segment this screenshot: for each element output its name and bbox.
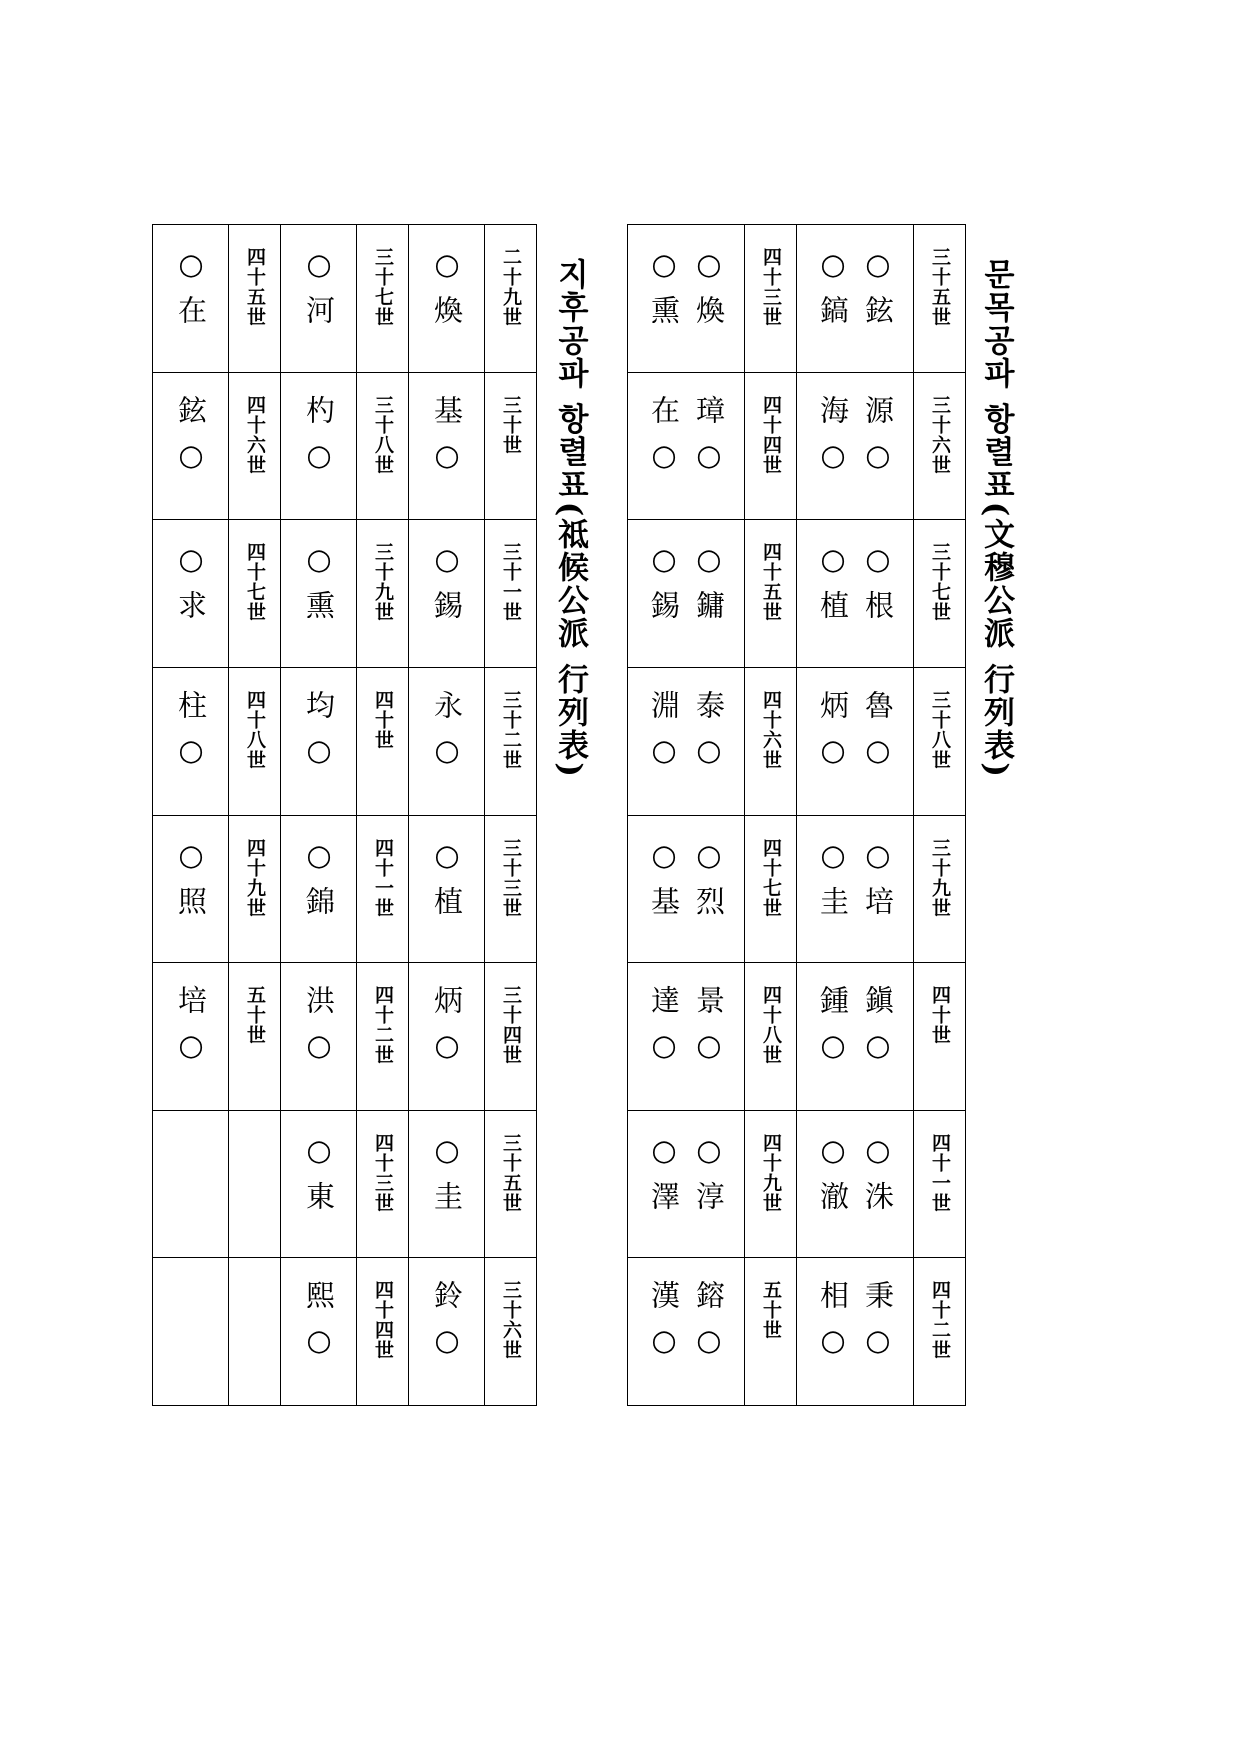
name-character: ○培 xyxy=(860,837,895,929)
generation-label: 三十七世 xyxy=(372,247,394,327)
generation-cell xyxy=(914,963,965,1111)
name-character: ○熏 xyxy=(301,542,336,634)
name-cell xyxy=(281,225,356,373)
jihu-generation-table xyxy=(152,224,537,1406)
name-character: 永○ xyxy=(429,689,464,781)
generation-label: 四十三世 xyxy=(372,1132,394,1213)
generation-cell xyxy=(914,373,965,521)
generation-cell xyxy=(745,225,796,373)
generation-label: 三十六世 xyxy=(929,394,951,475)
generation-label: 二十九世 xyxy=(500,247,522,327)
name-character: ○圭 xyxy=(816,837,850,929)
generation-label: 四十八世 xyxy=(244,689,266,770)
name-cell xyxy=(281,520,356,668)
name-character: 培○ xyxy=(173,985,208,1077)
generation-label: 三十五世 xyxy=(929,247,951,327)
name-cell xyxy=(153,1111,228,1259)
generation-column xyxy=(229,225,281,1405)
generation-cell xyxy=(357,963,408,1111)
name-character: 魯○ xyxy=(860,689,895,781)
generation-label: 四十世 xyxy=(929,985,951,1046)
name-cell xyxy=(153,1258,228,1405)
name-character: 在○ xyxy=(647,394,681,486)
generation-cell xyxy=(914,225,965,373)
name-character: ○澤 xyxy=(647,1132,681,1224)
generation-cell xyxy=(745,816,796,964)
name-character: 達○ xyxy=(647,985,681,1077)
generation-label: 四十四世 xyxy=(372,1280,394,1361)
name-character: 柱○ xyxy=(173,689,208,781)
generation-column xyxy=(357,225,409,1405)
name-column xyxy=(153,225,229,1405)
generation-label: 三十五世 xyxy=(500,1132,522,1213)
name-character: 鈴○ xyxy=(429,1280,464,1372)
name-character: ○錫 xyxy=(647,542,681,634)
generation-label: 四十二世 xyxy=(372,985,394,1066)
name-character: ○澈 xyxy=(816,1132,850,1224)
generation-cell xyxy=(229,373,280,521)
name-cell xyxy=(153,225,228,373)
name-cell xyxy=(409,225,484,373)
name-column xyxy=(409,225,485,1405)
generation-cell xyxy=(485,373,536,521)
generation-cell xyxy=(745,373,796,521)
name-character: 鍾○ xyxy=(816,985,850,1077)
generation-label: 三十八世 xyxy=(372,394,394,475)
generation-cell xyxy=(229,1111,280,1259)
name-character: ○照 xyxy=(173,837,208,929)
name-cell xyxy=(628,963,744,1111)
generation-cell xyxy=(485,668,536,816)
name-cell xyxy=(281,668,356,816)
generation-label: 三十世 xyxy=(500,394,522,455)
name-cell xyxy=(153,816,228,964)
generation-cell xyxy=(485,816,536,964)
generation-cell xyxy=(914,1111,965,1259)
generation-label: 四十九世 xyxy=(760,1132,782,1213)
name-cell xyxy=(628,1258,744,1405)
generation-label: 四十八世 xyxy=(760,985,782,1066)
name-character: ○河 xyxy=(301,247,336,338)
name-character: ○植 xyxy=(816,542,850,634)
name-column xyxy=(797,225,914,1405)
name-character: 泰○ xyxy=(691,689,726,781)
name-cell xyxy=(153,520,228,668)
name-cell xyxy=(409,1111,484,1259)
generation-cell xyxy=(745,520,796,668)
generation-cell xyxy=(914,520,965,668)
munmok-generation-table xyxy=(627,224,966,1406)
generation-label: 三十二世 xyxy=(500,689,522,770)
name-character: ○煥 xyxy=(691,247,726,338)
name-cell xyxy=(628,816,744,964)
name-character: ○東 xyxy=(301,1132,336,1224)
name-character: ○錦 xyxy=(301,837,336,929)
name-character: ○淳 xyxy=(691,1132,726,1224)
name-cell xyxy=(281,963,356,1111)
generation-column xyxy=(914,225,966,1405)
jihu-table-title: 지후공파 항렬표(祗候公派 行列表) xyxy=(552,258,588,779)
name-cell xyxy=(153,668,228,816)
generation-cell xyxy=(229,225,280,373)
munmok-table-title: 문목공파 항렬표(文穆公派 行列表) xyxy=(978,258,1014,779)
name-cell xyxy=(797,668,913,816)
name-cell xyxy=(797,225,913,373)
generation-label: 三十四世 xyxy=(500,985,522,1066)
generation-cell xyxy=(745,963,796,1111)
generation-cell xyxy=(745,668,796,816)
name-cell xyxy=(153,963,228,1111)
generation-label: 五十世 xyxy=(760,1280,782,1341)
name-cell xyxy=(281,1258,356,1405)
name-character: 鎭○ xyxy=(860,985,895,1077)
generation-label: 四十五世 xyxy=(760,542,782,623)
name-character: 鎔○ xyxy=(691,1280,726,1372)
generation-cell xyxy=(914,1258,965,1405)
generation-cell xyxy=(357,373,408,521)
generation-label: 三十九世 xyxy=(372,542,394,623)
name-character: 淵○ xyxy=(647,689,681,781)
generation-column xyxy=(745,225,797,1405)
name-cell xyxy=(797,963,913,1111)
generation-label: 三十六世 xyxy=(500,1280,522,1361)
generation-cell xyxy=(485,1258,536,1405)
name-cell xyxy=(153,373,228,521)
name-cell xyxy=(281,373,356,521)
name-character: 熙○ xyxy=(301,1280,336,1372)
name-cell xyxy=(628,1111,744,1259)
generation-label: 五十世 xyxy=(244,985,266,1046)
generation-label: 四十七世 xyxy=(244,542,266,623)
generation-label: 四十二世 xyxy=(929,1280,951,1361)
generation-cell xyxy=(485,1111,536,1259)
name-character: ○基 xyxy=(647,837,681,929)
generation-label: 三十九世 xyxy=(929,837,951,918)
name-character: ○錫 xyxy=(429,542,464,634)
generation-label: 四十五世 xyxy=(244,247,266,327)
name-cell xyxy=(409,963,484,1111)
generation-label: 三十一世 xyxy=(500,542,522,623)
name-cell xyxy=(628,373,744,521)
name-character: ○鉉 xyxy=(860,247,895,338)
name-character: ○烈 xyxy=(691,837,726,929)
generation-label: 四十三世 xyxy=(760,247,782,327)
name-character: ○在 xyxy=(173,247,208,338)
name-character: ○圭 xyxy=(429,1132,464,1224)
generation-label: 四十一世 xyxy=(929,1132,951,1213)
generation-cell xyxy=(229,520,280,668)
generation-column xyxy=(485,225,537,1405)
generation-cell xyxy=(229,1258,280,1405)
generation-label: 四十四世 xyxy=(760,394,782,475)
name-character: 璋○ xyxy=(691,394,726,486)
generation-label: 三十三世 xyxy=(500,837,522,918)
name-column xyxy=(628,225,745,1405)
name-character: 均○ xyxy=(301,689,336,781)
generation-cell xyxy=(485,963,536,1111)
generation-label: 四十一世 xyxy=(372,837,394,918)
generation-cell xyxy=(357,520,408,668)
generation-cell xyxy=(485,520,536,668)
name-cell xyxy=(797,373,913,521)
generation-label: 三十七世 xyxy=(929,542,951,623)
name-cell xyxy=(409,1258,484,1405)
name-character: 炳○ xyxy=(429,985,464,1077)
name-character: ○植 xyxy=(429,837,464,929)
name-character: 基○ xyxy=(429,394,464,486)
name-character: 相○ xyxy=(816,1280,850,1372)
name-character: 炳○ xyxy=(816,689,850,781)
name-character: 源○ xyxy=(860,394,895,486)
generation-cell xyxy=(357,1258,408,1405)
name-character: 漢○ xyxy=(647,1280,681,1372)
name-cell xyxy=(797,520,913,668)
generation-label: 四十九世 xyxy=(244,837,266,918)
name-character: ○鏞 xyxy=(691,542,726,634)
name-cell xyxy=(797,1258,913,1405)
generation-label: 四十七世 xyxy=(760,837,782,918)
generation-label: 四十六世 xyxy=(760,689,782,770)
name-character: 洪○ xyxy=(301,985,336,1077)
name-character: 景○ xyxy=(691,985,726,1077)
generation-cell xyxy=(229,963,280,1111)
name-character: ○洙 xyxy=(860,1132,895,1224)
name-cell xyxy=(797,1111,913,1259)
generation-cell xyxy=(229,668,280,816)
name-cell xyxy=(409,373,484,521)
name-cell xyxy=(797,816,913,964)
name-cell xyxy=(628,520,744,668)
generation-cell xyxy=(357,816,408,964)
name-cell xyxy=(628,225,744,373)
generation-cell xyxy=(357,668,408,816)
name-character: 杓○ xyxy=(301,394,336,486)
name-cell xyxy=(628,668,744,816)
generation-label: 四十世 xyxy=(372,689,394,750)
generation-cell xyxy=(745,1111,796,1259)
name-cell xyxy=(281,1111,356,1259)
generation-cell xyxy=(745,1258,796,1405)
generation-cell xyxy=(357,225,408,373)
generation-cell xyxy=(914,668,965,816)
generation-cell xyxy=(914,816,965,964)
name-cell xyxy=(409,816,484,964)
name-character: ○求 xyxy=(173,542,208,634)
generation-label: 四十六世 xyxy=(244,394,266,475)
name-character: 鉉○ xyxy=(173,394,208,486)
name-character: 秉○ xyxy=(860,1280,895,1372)
name-character: ○煥 xyxy=(429,247,464,338)
generation-label: 三十八世 xyxy=(929,689,951,770)
name-column xyxy=(281,225,357,1405)
generation-cell xyxy=(485,225,536,373)
name-cell xyxy=(281,816,356,964)
name-character: ○鎬 xyxy=(816,247,850,338)
name-character: 海○ xyxy=(816,394,850,486)
name-cell xyxy=(409,668,484,816)
name-cell xyxy=(409,520,484,668)
name-character: ○熏 xyxy=(647,247,681,338)
generation-cell xyxy=(229,816,280,964)
name-character: ○根 xyxy=(860,542,895,634)
generation-cell xyxy=(357,1111,408,1259)
